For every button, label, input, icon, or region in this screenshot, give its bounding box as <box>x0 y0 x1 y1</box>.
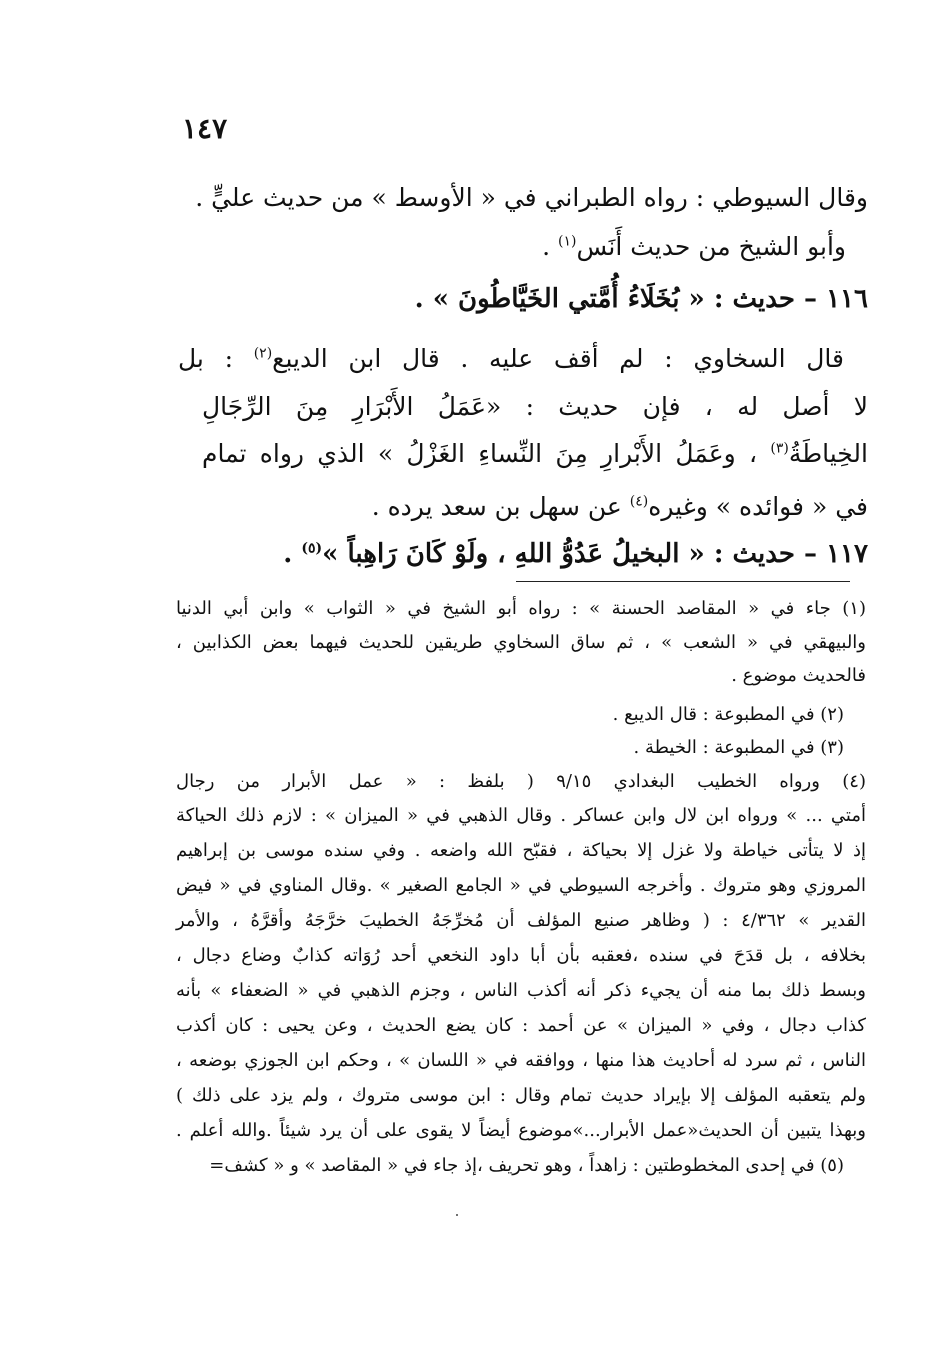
body-text: ، وعَمَلُ الأَبْرارِ مِنَ النِّساءِ الغَزْلُ » الذي رواه تمام <box>202 439 758 468</box>
footnote-line: الناس ، ثم سرد له أحاديث هذا منها ، ووافقه في « اللسان » ، وحكم ابن الجوزي بوضعه ، <box>176 1050 866 1071</box>
footnote-line: وبسط ذلك بما منه أن يجيء ذكر أنه أكذب الناس ، وجزم الذهبي في « الضعفاء » بأنه <box>176 980 866 1001</box>
hadith-label: حديث : <box>713 539 795 569</box>
footnote-line: (٤) ورواه الخطيب البغدادي ٩/١٥ ( بلفظ : « عمل الأبرار من رجال <box>176 771 866 792</box>
body-text: قال السخاوي : لم أقف عليه . قال ابن الديبع <box>272 344 844 373</box>
body-line-4 <box>202 389 868 425</box>
hadith-text: « بُخَلَاءُ أُمَّتي الخَيَّاطُونَ » . <box>414 284 705 314</box>
body-text: : بل <box>178 344 233 373</box>
footnote-line: (١) جاء في « المقاصد الحسنة » : رواه أبو الشيخ في « الثواب » وابن أبي الدنيا <box>176 598 866 619</box>
hadith-116: ١١٦ – حديث : « بُخَلَاءُ أُمَّتي الخَيَّاطُونَ » . <box>414 284 868 314</box>
page-number: ١٤٧ <box>182 112 228 145</box>
footnote-line: بخلافه ، بل قدَحَ في سنده ،فعقبه بأن أبا داود النخعي أحد رُوَاته كذابٌ وضاع دجال ، <box>176 945 866 966</box>
hadith-number: ١١٦ <box>826 284 868 314</box>
body-line-2 <box>156 229 846 265</box>
footnote-ref-1[interactable]: (١) <box>558 233 577 250</box>
footnote-ref-5[interactable]: (٥) <box>301 540 323 557</box>
footnote-line: القدير » ٤/٣٦٢ : ( وظاهر صنيع المؤلف أن مُخرِّجَهُ الخطيبَ خرَّجَهُ وأقرَّهُ ، والأمر <box>176 910 867 931</box>
footnote-ref-2[interactable]: (٢) <box>253 345 273 362</box>
hadith-label: حديث : <box>713 284 795 314</box>
hadith-117: ١١٧ – حديث : « البخيلُ عَدُوُّ اللهِ ، ولَوْ كَانَ رَاهِباً »$^{(٥)}$ . <box>283 539 868 569</box>
footnote-line: أمتي ... » ورواه ابن لال وابن عساكر . وقال الذهبي في « الميزان » : لازم ذلك الحياكة <box>176 805 866 826</box>
footnote-line: المروزي وهو متروك . وأخرجه السيوطي في « الجامع الصغير » .وقال المناوي في « فيض <box>176 875 866 896</box>
body-text: . <box>542 232 551 261</box>
footnote-line: إذ لا يتأتى خياطة ولا غزل إلا بحياكة ، فقبّح الله واضعه . وفي سنده موسى بن إبراهيم <box>176 840 866 861</box>
footnote-ref-4[interactable]: (٤) <box>629 493 649 510</box>
body-text: الخِياطَةُ <box>788 439 868 468</box>
body-text: وقال السيوطي : رواه الطبراني في « الأوسط » من حديث عليٍّ . <box>195 183 868 212</box>
footnote-ref-3[interactable]: (٣) <box>770 440 789 457</box>
body-text: عن سهل بن سعد يرده . <box>371 492 622 521</box>
hadith-number: ١١٧ <box>826 539 868 569</box>
footnote-line: (٣) في المطبوعة : الخيطة . <box>633 737 844 758</box>
footnote-divider <box>516 581 850 582</box>
body-line-6 <box>178 489 868 525</box>
body-text: في « فوائده » وغيره <box>648 492 868 521</box>
footnote-line: وبهذا يتبين أن الحديث«عمل الأبرار...»موضوع أيضاً لا يقوى على أن يرد شيئاً .والله أعلم . <box>176 1120 866 1141</box>
hadith-text: . <box>283 539 293 569</box>
body-line-3 <box>178 341 844 377</box>
scan-speck <box>456 1214 458 1216</box>
footnote-line: (٢) في المطبوعة : قال الديبع . <box>612 704 844 725</box>
footnote-line: ولم يتعقبه المؤلف إلا بإيراد حديث تمام وقال : ابن موسى متروك ، ولم يزد على ذلك ) <box>176 1085 866 1106</box>
footnote-line: كذاب دجال ، وفي « الميزان » عن أحمد : كان يضع الحديث ، وعن يحيى : كان أكذب <box>176 1015 866 1036</box>
body-text: وأبو الشيخ من حديث أَنَس <box>576 232 846 261</box>
body-line-1 <box>178 180 868 216</box>
hadith-text: « البخيلُ عَدُوُّ اللهِ ، ولَوْ كَانَ رَاهِباً » <box>322 539 705 569</box>
footnote-line: والبيهقي في « الشعب » ، ثم ساق السخاوي طريقين للحديث فيهما بعض الكذابين ، <box>176 632 866 653</box>
footnote-line: فالحديث موضوع . <box>731 665 866 686</box>
body-line-5 <box>202 436 868 472</box>
body-text: لا أصل له ، فإن حديث : «عَمَلُ الأَبْرَارِ مِنَ الرِّجَالِ <box>202 392 868 421</box>
footnote-line: (٥) في إحدى المخطوطتين : زاهداً ، وهو تحريف ،إذ جاء في « المقاصد » و « كشف= <box>209 1155 844 1176</box>
